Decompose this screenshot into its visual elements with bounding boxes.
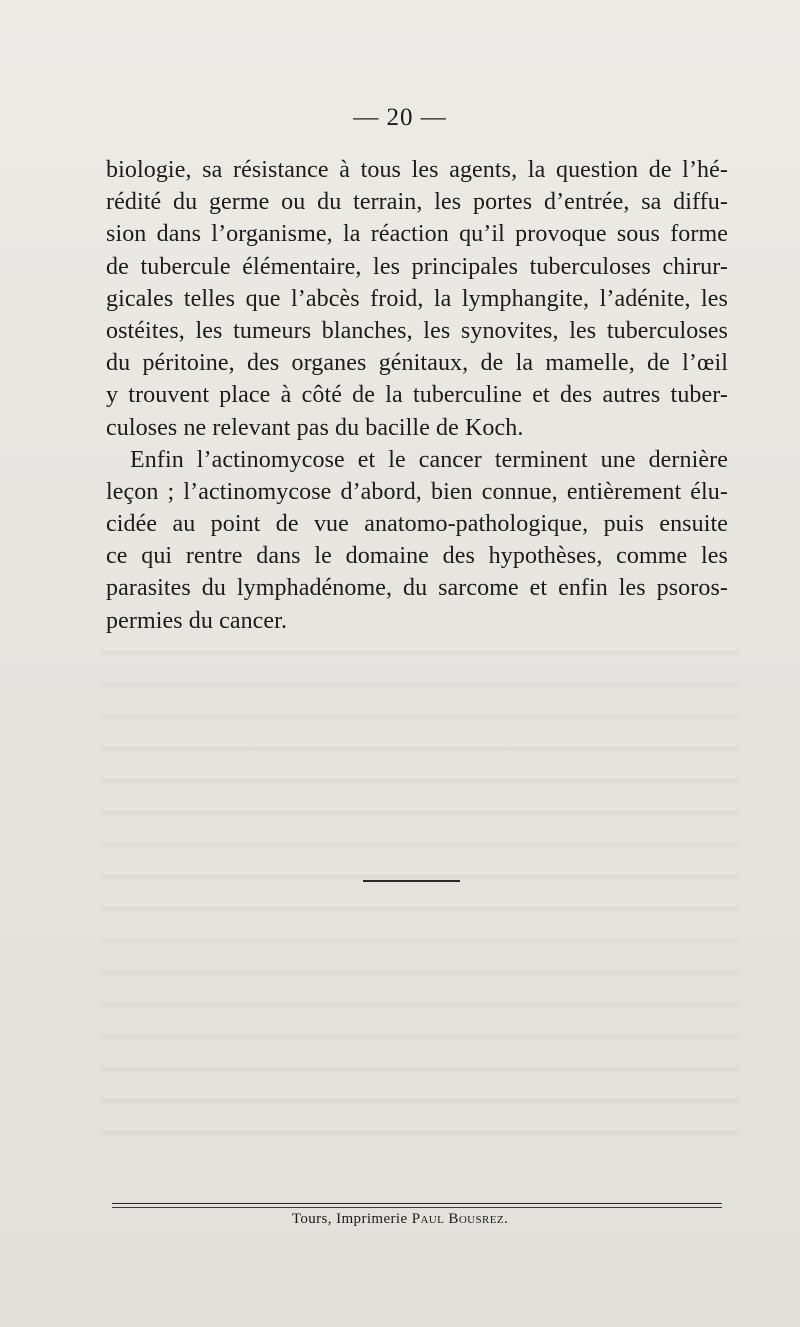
text-line: permies du cancer.: [106, 607, 288, 634]
text-line: parasites du lymphadénome, du sarcome et enfin les psoros-: [106, 575, 728, 602]
imprint-prefix: Tours, Imprimerie: [291, 1211, 412, 1227]
text-line: de tubercule élémentaire, les principales tuberculoses chirur-: [106, 253, 728, 280]
footer-rule: [112, 1203, 722, 1204]
text-line: leçon ; l’actinomycose d’abord, bien connue, entièrement élu-: [106, 478, 728, 505]
text-line: cidée au point de vue anatomo-pathologique, puis ensuite: [106, 511, 728, 538]
printer-imprint: [0, 1211, 800, 1228]
text-line: culoses ne relevant pas du bacille de Koch.: [106, 414, 524, 441]
text-line: Enfin l’actinomycose et le cancer terminent une dernière: [130, 446, 728, 473]
text-line: ce qui rentre dans le domaine des hypothèses, comme les: [106, 543, 728, 570]
section-divider: [363, 880, 460, 882]
text-line: ostéites, les tumeurs blanches, les synovites, les tuberculoses: [106, 317, 728, 344]
imprint-printer-name: Paul Bousrez.: [411, 1211, 509, 1227]
text-line: y trouvent place à côté de la tuberculine et des autres tuber-: [106, 382, 728, 409]
text-line: sion dans l’organisme, la réaction qu’il provoque sous forme: [106, 221, 728, 248]
footer-rule-thin: [112, 1207, 722, 1208]
text-line: gicales telles que l’abcès froid, la lymphangite, l’adénite, les: [106, 285, 728, 312]
text-line: du péritoine, des organes génitaux, de la mamelle, de l’œil: [106, 350, 728, 377]
page-number: — 20 —: [353, 104, 447, 131]
bleed-through-texture: [100, 630, 740, 1150]
text-line: biologie, sa résistance à tous les agents, la question de l’hé-: [106, 157, 728, 183]
body-text: [106, 154, 728, 637]
text-line: rédité du germe ou du terrain, les portes d’entrée, sa diffu-: [106, 189, 728, 216]
